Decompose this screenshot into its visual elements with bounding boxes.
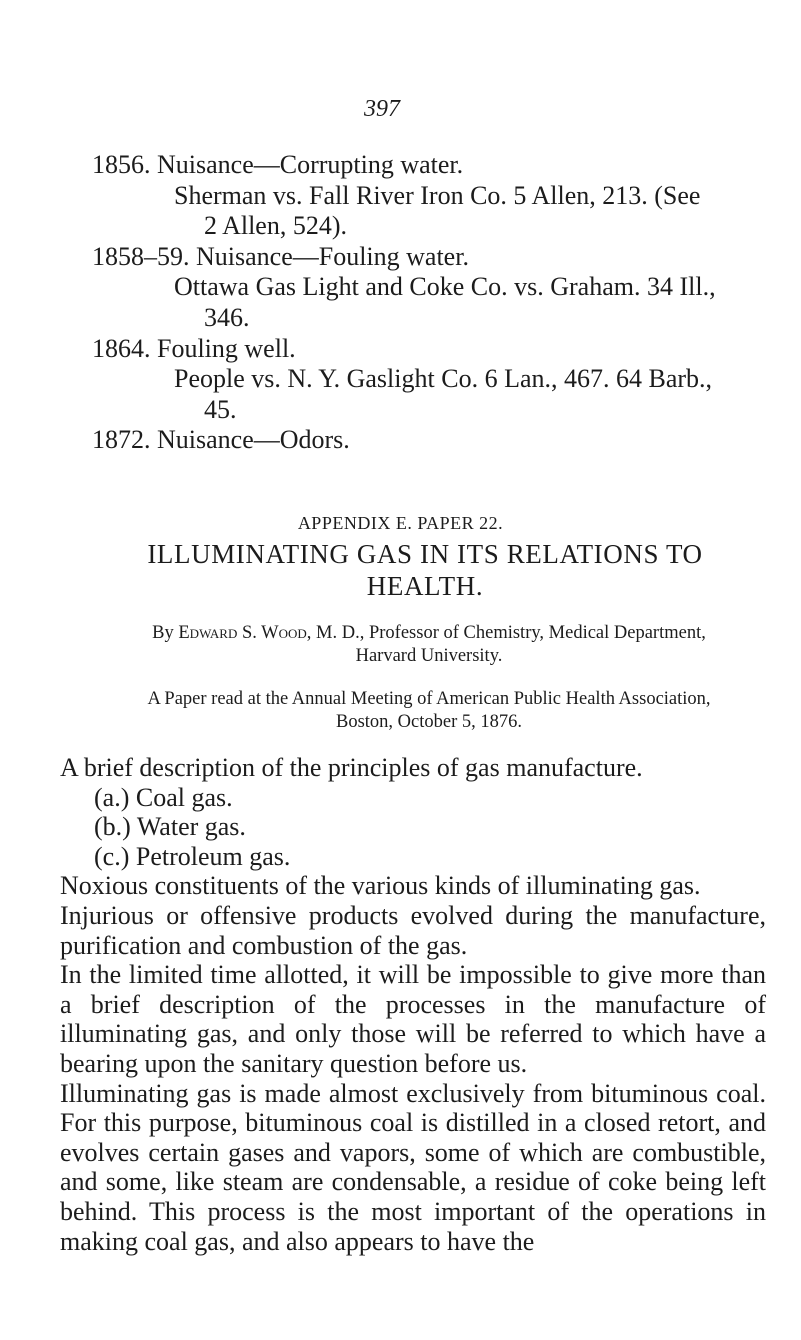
citation-line: Ottawa Gas Light and Coke Co. vs. Graham. 34 Ill., xyxy=(174,272,716,302)
note-line: Boston, October 5, 1876. xyxy=(335,712,522,732)
intro-paragraph: A brief description of the principles of gas manufacture. xyxy=(60,753,643,782)
title-line: ILLUMINATING GAS IN ITS RELATIONS TO xyxy=(147,539,703,569)
paragraph: Noxious constituents of the various kinds of illuminating gas. xyxy=(60,871,701,901)
byline-affiliation: Harvard University. xyxy=(355,646,503,666)
paragraph: Illuminating gas is made almost exclusively from bituminous coal. For this purpose, bituminous coal is distilled in a closed retort, and evolves certain gases and vapors, some of which are combustible, and some, like steam are condensable, a residue of coke being left behind. This process is the most important of the operations in making coal gas, and also appears to have the xyxy=(60,1078,766,1256)
byline-line xyxy=(84,622,774,645)
byline-by: By xyxy=(152,623,174,643)
list-item: (a.) Coal gas. xyxy=(94,782,233,812)
entry-heading: 1872. Nuisance—Odors. xyxy=(92,425,350,455)
entry-citation xyxy=(92,272,782,333)
paragraph: Injurious or offensive products evolved during the manufacture, purification and combustion of the gas. xyxy=(60,900,766,960)
citation-continuation: 346. xyxy=(204,302,250,332)
case-entry xyxy=(92,425,782,456)
case-entries xyxy=(92,150,782,456)
citation-continuation: 2 Allen, 524). xyxy=(204,211,347,241)
paper-title xyxy=(80,538,770,602)
note-line: A Paper read at the Annual Meeting of American Public Health Association, xyxy=(147,689,711,709)
list-item: (c.) Petroleum gas. xyxy=(94,841,291,871)
citation-line: People vs. N. Y. Gaslight Co. 6 Lan., 467. 64 Barb., xyxy=(174,364,713,394)
case-entry xyxy=(92,150,782,242)
page-number: 397 xyxy=(364,96,400,122)
entry-heading: 1856. Nuisance—Corrupting water. xyxy=(92,150,464,179)
entry-citation xyxy=(92,181,782,242)
presentation-note xyxy=(84,688,774,734)
author-name: Edward S. Wood xyxy=(178,623,307,643)
entry-heading: 1858–59. Nuisance—Fouling water. xyxy=(92,241,469,271)
title-line: HEALTH. xyxy=(366,571,484,601)
appendix-heading: APPENDIX E. PAPER 22. xyxy=(297,513,504,533)
citation-continuation: 45. xyxy=(204,394,237,424)
entry-citation xyxy=(92,364,782,425)
list-item: (b.) Water gas. xyxy=(94,812,246,842)
entry-heading: 1864. Fouling well. xyxy=(92,333,296,363)
author-credentials: , M. D., Professor of Chemistry, Medical Department, xyxy=(306,623,706,643)
citation-line: Sherman vs. Fall River Iron Co. 5 Allen, 213. (See xyxy=(174,180,701,210)
body-text xyxy=(60,753,766,1256)
case-entry xyxy=(92,334,782,426)
paragraph: In the limited time allotted, it will be impossible to give more than a brief description of the processes in the manufacture of illuminating gas, and only those will be referred to which have a bearing upon the sanitary question before us. xyxy=(60,960,766,1078)
byline xyxy=(84,622,774,668)
case-entry xyxy=(92,242,782,334)
